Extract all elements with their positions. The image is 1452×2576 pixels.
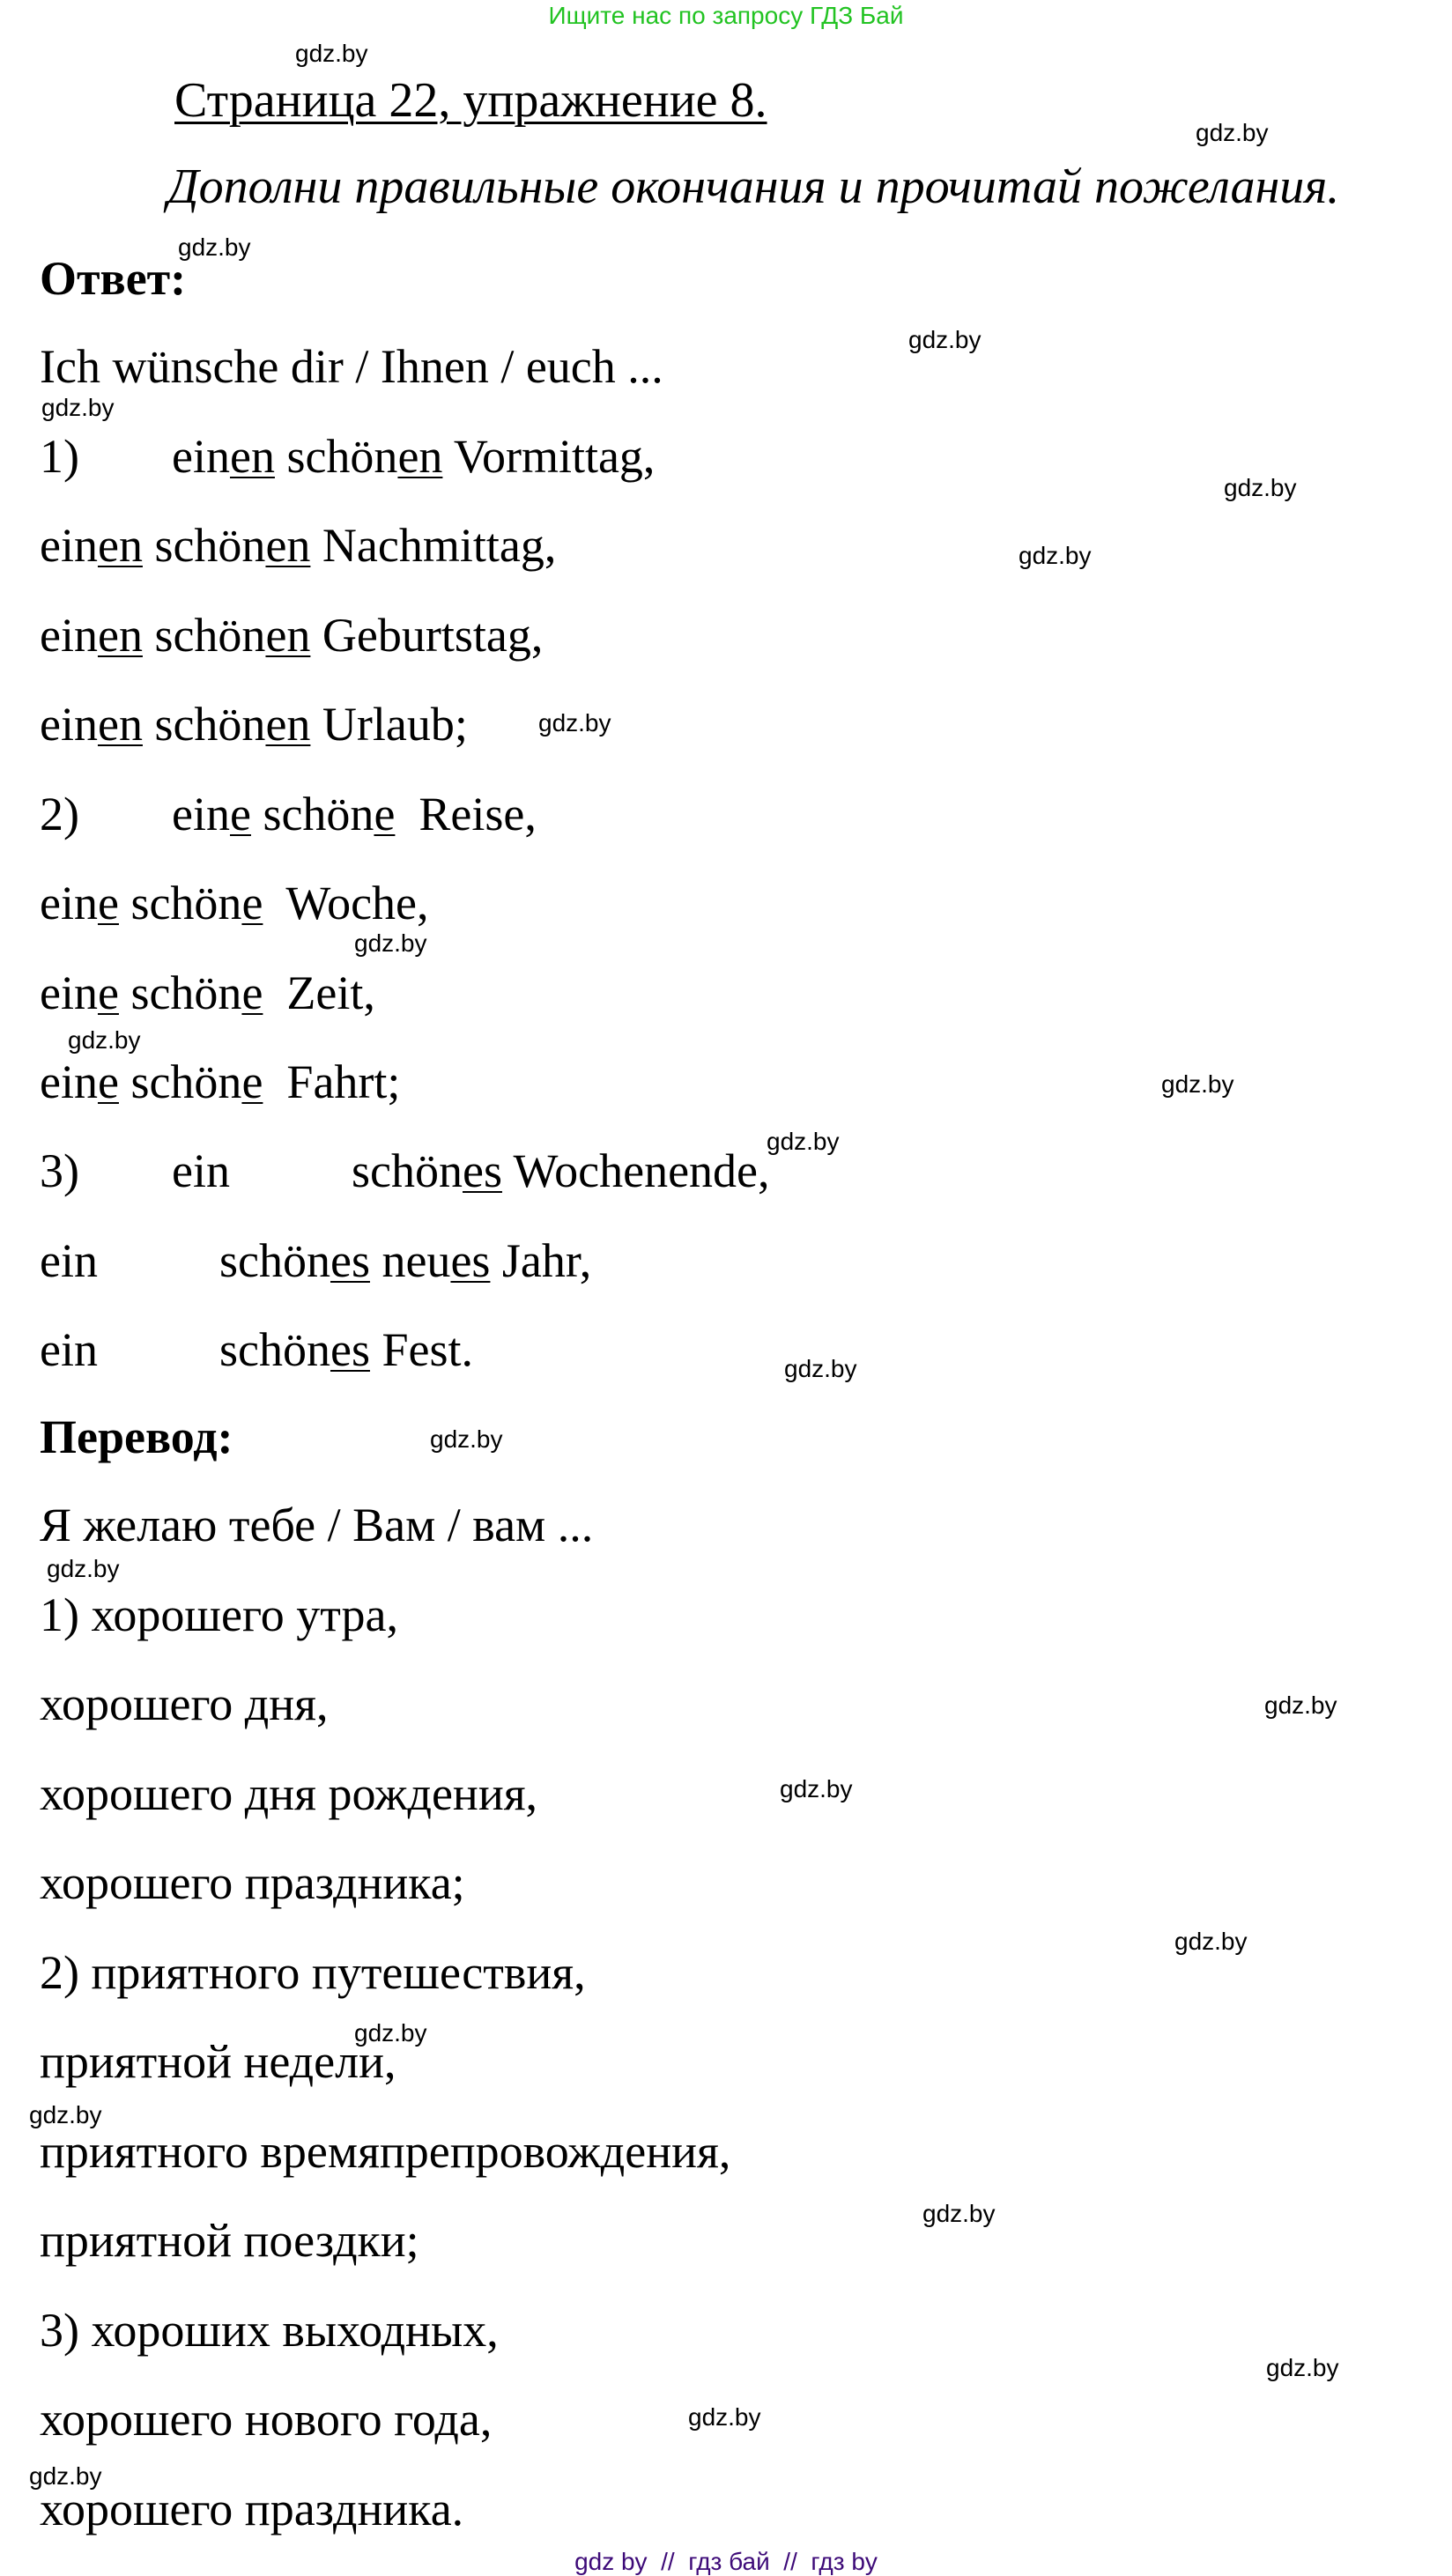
translation-line: приятного времяпрепровождения, [40, 2125, 731, 2178]
translation-intro: Я желаю тебе / Вам / вам ... [40, 1499, 594, 1551]
answer-line: 2) eine schöne Reise, [40, 788, 537, 840]
watermark: gdz.by [68, 1026, 141, 1054]
translation-line: приятной недели, [40, 2035, 396, 2088]
watermark: gdz.by [354, 929, 427, 957]
answer-line: 3) ein schönes Wochenende, [40, 1144, 770, 1197]
page-title: Страница 22, упражнение 8. [174, 73, 767, 128]
translation-line: 2) приятного путешествия, [40, 1946, 586, 1999]
answer-intro: Ich wünsche dir / Ihnen / euch ... [40, 340, 663, 393]
answer-line: ein schönes Fest. [40, 1323, 473, 1376]
watermark: gdz.by [784, 1355, 857, 1382]
translation-line: хорошего праздника. [40, 2483, 464, 2535]
watermark: gdz.by [29, 2101, 102, 2128]
watermark: gdz.by [538, 709, 611, 737]
answer-line: einen schönen Geburtstag, [40, 609, 544, 662]
answer-heading: Ответ: [40, 252, 187, 305]
watermark: gdz.by [1019, 542, 1092, 569]
watermark: gdz.by [354, 2019, 427, 2047]
translation-line: 3) хороших выходных, [40, 2304, 499, 2357]
watermark: gdz.by [1161, 1070, 1234, 1098]
watermark: gdz.by [767, 1128, 840, 1155]
answer-line: ein schönes neues Jahr, [40, 1234, 592, 1287]
translation-line: хорошего дня рождения, [40, 1767, 538, 1820]
watermark: gdz.by [41, 394, 115, 421]
watermark: gdz.by [1174, 1928, 1248, 1955]
search-banner: Ищите нас по запросу ГДЗ Бай [548, 2, 904, 29]
answer-line: einen schönen Nachmittag, [40, 519, 557, 572]
watermark: gdz.by [688, 2403, 761, 2431]
task-instruction: Дополни правильные окончания и прочитай пожелания. [167, 159, 1340, 214]
watermark: gdz.by [295, 40, 368, 67]
watermark: gdz.by [430, 1425, 503, 1453]
translation-line: хорошего праздника; [40, 1856, 465, 1909]
watermark: gdz.by [47, 1555, 120, 1582]
watermark: gdz.by [29, 2462, 102, 2490]
answer-line: eine schöne Woche, [40, 877, 429, 929]
footer-links: gdz by // гдз бай // гдз by [574, 2548, 878, 2575]
watermark: gdz.by [908, 326, 982, 353]
translation-line: хорошего дня, [40, 1677, 329, 1730]
watermark: gdz.by [1264, 1691, 1337, 1719]
watermark: gdz.by [178, 233, 251, 261]
answer-line: 1) einen schönen Vormittag, [40, 430, 656, 483]
watermark: gdz.by [1196, 119, 1269, 146]
watermark: gdz.by [922, 2200, 996, 2227]
translation-heading: Перевод: [40, 1410, 233, 1463]
translation-line: 1) хорошего утра, [40, 1588, 399, 1641]
translation-line: хорошего нового года, [40, 2393, 493, 2446]
answer-line: eine schöne Fahrt; [40, 1055, 401, 1108]
watermark: gdz.by [780, 1775, 853, 1802]
answer-line: eine schöne Zeit, [40, 966, 375, 1019]
watermark: gdz.by [1224, 474, 1297, 501]
answer-line: einen schönen Urlaub; [40, 698, 468, 751]
watermark: gdz.by [1266, 2354, 1339, 2381]
translation-line: приятной поездки; [40, 2214, 419, 2267]
